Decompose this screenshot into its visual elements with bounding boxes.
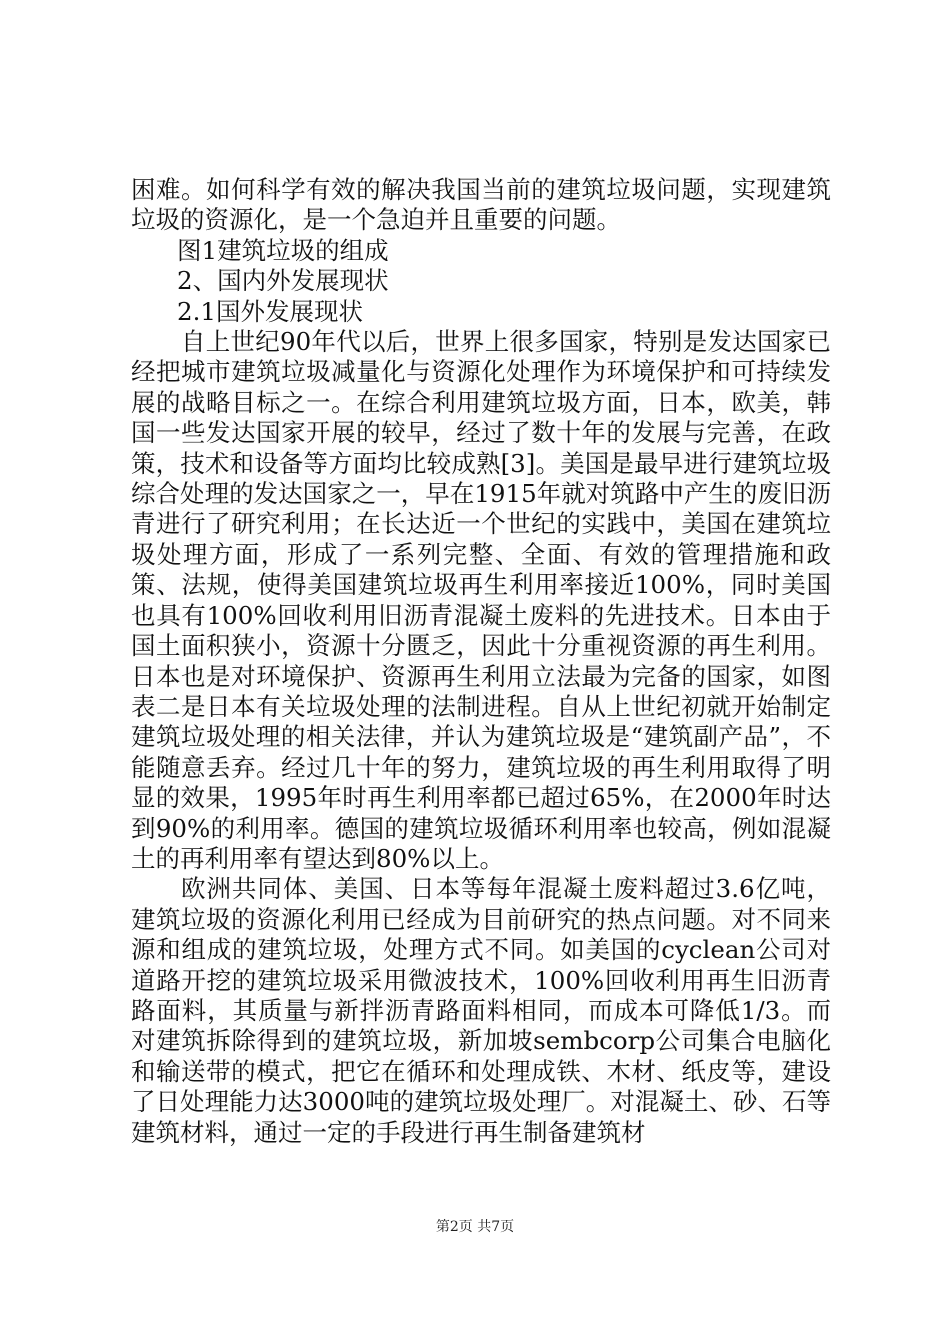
section-heading: 2、国内外发展现状 [177, 266, 389, 296]
paragraph-continuation: 困难。如何科学有效的解决我国当前的建筑垃圾问题，实现建筑垃圾的资源化，是一个急迫并且重要的问题。 [131, 175, 831, 235]
paragraph: 欧洲共同体、美国、日本等每年混凝土废料超过3.6亿吨，建筑垃圾的资源化利用已经成为目前研究的热点问题。对不同来源和组成的建筑垃圾，处理方式不同。如美国的cyclean公司对道路开挖的建筑垃圾采用微波技术，100%回收利用再生旧沥青路面料，其质量与新拌沥青路面料相同，而成本可降低1/3。而对建筑拆除得到的建筑垃圾，新加坡sembcorp公司集合电脑化和输送带的模式，把它在循环和处理成铁、木材、纸皮等，建设了日处理能力达3000吨的建筑垃圾处理厂。对混凝土、砂、石等建筑材料，通过一定的手段进行再生制备建筑材 [131, 874, 831, 1147]
body-text [131, 175, 831, 1148]
page-number-footer: 第2页 共7页 [435, 1219, 515, 1235]
paragraph: 自上世纪90年代以后，世界上很多国家，特别是发达国家已经把城市建筑垃圾减量化与资源化处理作为环境保护和可持续发展的战略目标之一。在综合利用建筑垃圾方面，日本，欧美，韩国一些发达国家开展的较早，经过了数十年的发展与完善，在政策，技术和设备等方面均比较成熟[3]。美国是最早进行建筑垃圾综合处理的发达国家之一，早在1915年就对筑路中产生的废旧沥青进行了研究利用；在长达近一个世纪的实践中，美国在建筑垃圾处理方面，形成了一系列完整、全面、有效的管理措施和政策、法规，使得美国建筑垃圾再生利用率接近100%，同时美国也具有100%回收利用旧沥青混凝土废料的先进技术。日本由于国土面积狭小，资源十分匮乏，因此十分重视资源的再生利用。日本也是对环境保护、资源再生利用立法最为完备的国家，如图表二是日本有关垃圾处理的法制进程。自从上世纪初就开始制定建筑垃圾处理的相关法律，并认为建筑垃圾是“建筑副产品”，不能随意丢弃。经过几十年的努力，建筑垃圾的再生利用取得了明显的效果，1995年时再生利用率都已超过65%，在2000年时达到90%的利用率。德国的建筑垃圾循环利用率也较高，例如混凝土的再利用率有望达到80%以上。 [131, 327, 831, 873]
figure-caption: 图1建筑垃圾的组成 [177, 235, 389, 265]
subsection-heading: 2.1国外发展现状 [177, 296, 363, 326]
